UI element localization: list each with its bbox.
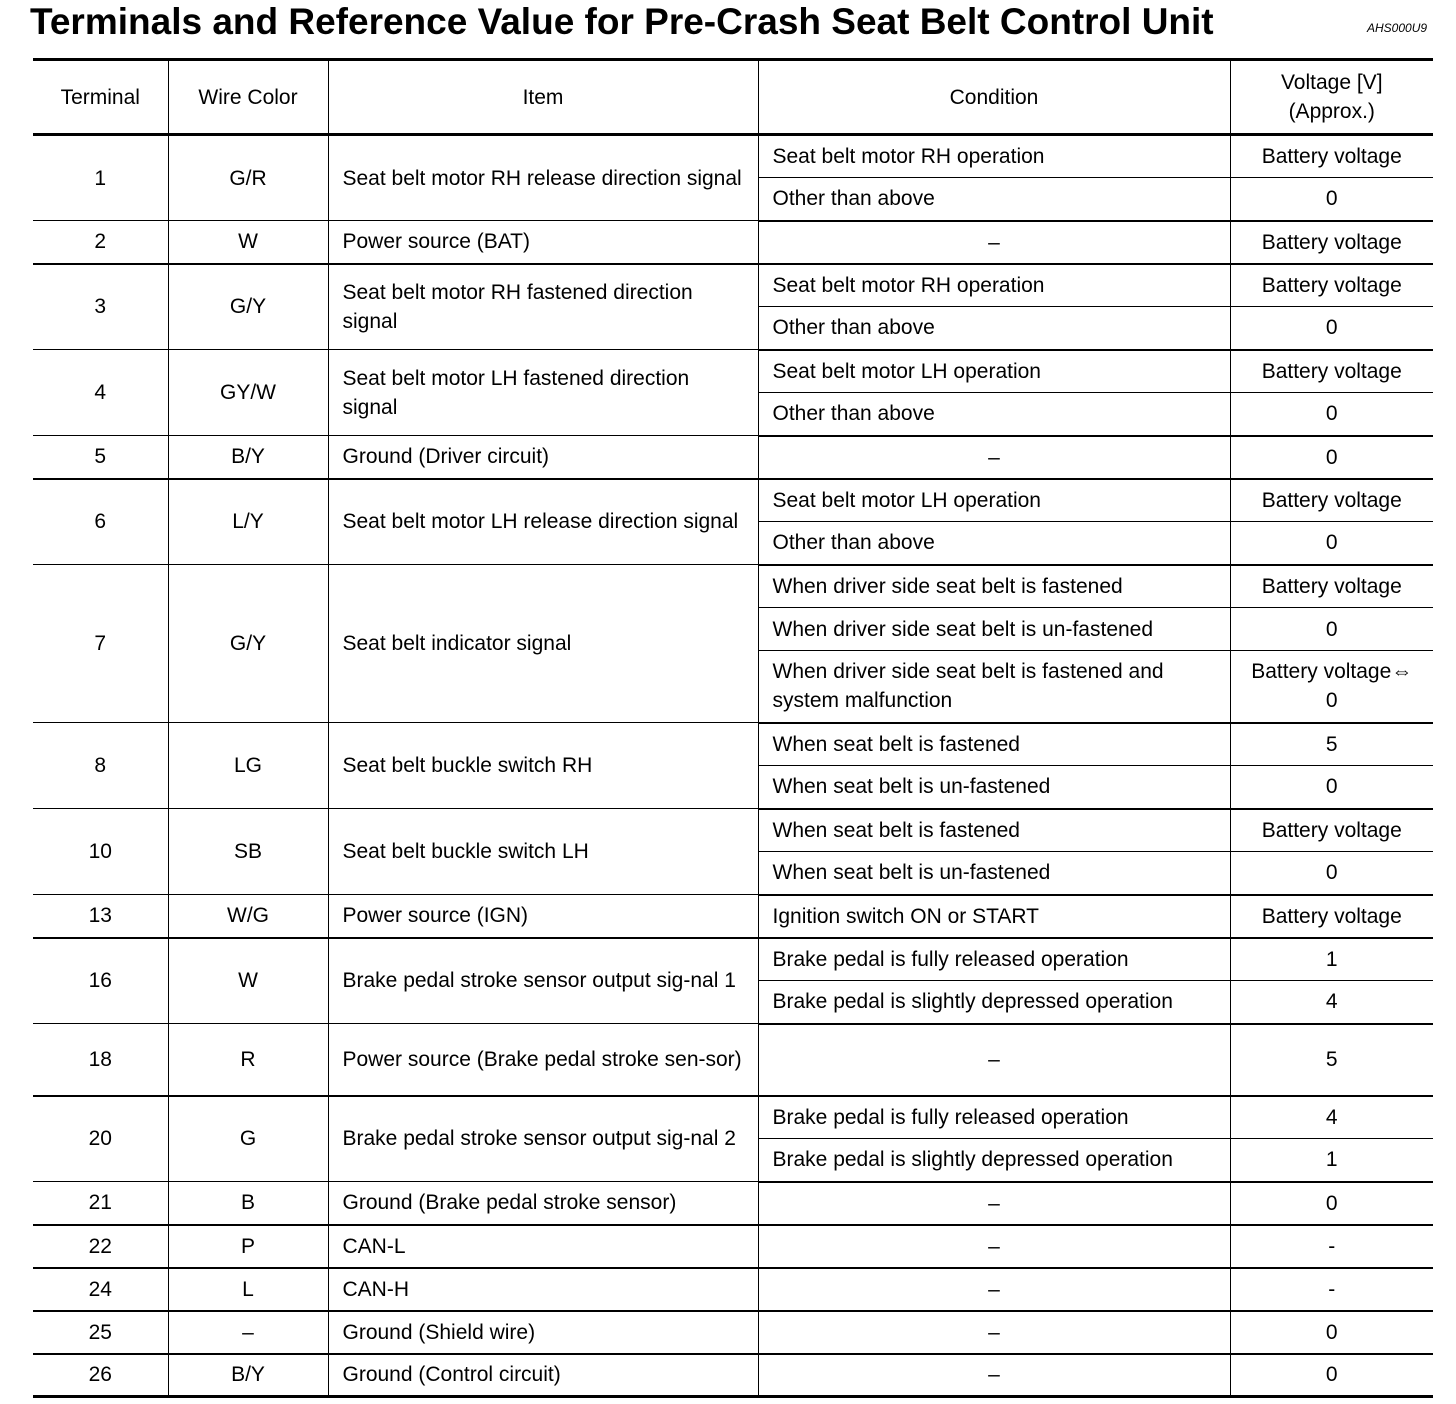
wire-color-cell: G/Y [168, 264, 328, 350]
terminal-cell: 5 [33, 436, 168, 479]
wire-color-cell: GY/W [168, 350, 328, 436]
item-cell: Ground (Brake pedal stroke sensor) [328, 1182, 758, 1225]
condition-cell: – [758, 1225, 1230, 1268]
voltage-cell: Battery voltage [1230, 264, 1433, 307]
voltage-cell: - [1230, 1225, 1433, 1268]
condition-cell: – [758, 1268, 1230, 1311]
terminal-cell: 24 [33, 1268, 168, 1311]
table-row [33, 1225, 1433, 1268]
terminal-cell: 26 [33, 1354, 168, 1397]
item-cell: CAN-L [328, 1225, 758, 1268]
condition-cell: – [758, 1354, 1230, 1397]
wire-color-cell: W/G [168, 895, 328, 938]
wire-color-cell: L/Y [168, 479, 328, 565]
terminal-cell: 18 [33, 1024, 168, 1096]
table-row [33, 1096, 1433, 1139]
voltage-cell: 0 [1230, 393, 1433, 436]
condition-cell: When driver side seat belt is fastened [758, 565, 1230, 608]
voltage-cell: 0 [1230, 766, 1433, 809]
condition-cell: When seat belt is fastened [758, 723, 1230, 766]
table-row [33, 479, 1433, 522]
table-row [33, 1354, 1433, 1397]
condition-cell: Seat belt motor LH operation [758, 350, 1230, 393]
voltage-cell: 1 [1230, 1139, 1433, 1182]
item-cell: Seat belt buckle switch LH [328, 809, 758, 895]
header-condition: Condition [758, 60, 1230, 135]
voltage-cell: Battery voltage [1230, 895, 1433, 938]
table-row [33, 938, 1433, 981]
item-cell: Seat belt motor RH release direction signal [328, 135, 758, 221]
header-terminal: Terminal [33, 60, 168, 135]
condition-cell: Brake pedal is fully released operation [758, 938, 1230, 981]
wire-color-cell: G [168, 1096, 328, 1182]
item-cell: Ground (Shield wire) [328, 1311, 758, 1354]
wire-color-cell: – [168, 1311, 328, 1354]
wire-color-cell: L [168, 1268, 328, 1311]
voltage-cell: 0 [1230, 178, 1433, 221]
terminal-cell: 22 [33, 1225, 168, 1268]
condition-cell: When driver side seat belt is un-fastened [758, 608, 1230, 651]
item-cell: Seat belt motor RH fastened direction signal [328, 264, 758, 350]
terminal-cell: 7 [33, 565, 168, 723]
item-cell: Power source (Brake pedal stroke sen-sor) [328, 1024, 758, 1096]
table-row [33, 350, 1433, 393]
table-body [33, 135, 1433, 1397]
header-voltage-line2: (Approx.) [1288, 100, 1375, 123]
condition-cell: – [758, 1311, 1230, 1354]
item-cell: Brake pedal stroke sensor output sig-nal 2 [328, 1096, 758, 1182]
condition-cell: Brake pedal is fully released operation [758, 1096, 1230, 1139]
voltage-cell: 0 [1230, 852, 1433, 895]
table-row [33, 723, 1433, 766]
voltage-cell: 0 [1230, 307, 1433, 350]
item-cell: Power source (IGN) [328, 895, 758, 938]
voltage-cell: Battery voltage [1230, 221, 1433, 264]
terminal-cell: 10 [33, 809, 168, 895]
voltage-cell: Battery voltage [1230, 350, 1433, 393]
voltage-cell: 1 [1230, 938, 1433, 981]
voltage-cell: Battery voltage [1230, 565, 1433, 608]
item-cell: Seat belt motor LH fastened direction signal [328, 350, 758, 436]
item-cell: Seat belt motor LH release direction signal [328, 479, 758, 565]
voltage-cell: 0 [1230, 1311, 1433, 1354]
terminal-cell: 8 [33, 723, 168, 809]
condition-cell: Other than above [758, 307, 1230, 350]
condition-cell: Other than above [758, 178, 1230, 221]
voltage-cell: 4 [1230, 1096, 1433, 1139]
condition-cell: When seat belt is un-fastened [758, 852, 1230, 895]
table-row [33, 1311, 1433, 1354]
condition-cell: Ignition switch ON or START [758, 895, 1230, 938]
condition-cell: Other than above [758, 393, 1230, 436]
condition-cell: – [758, 436, 1230, 479]
voltage-cell: Battery voltage [1230, 809, 1433, 852]
terminal-cell: 20 [33, 1096, 168, 1182]
header-voltage-line1: Voltage [V] [1280, 71, 1383, 94]
table-row [33, 135, 1433, 178]
header-row [33, 60, 1433, 135]
terminal-cell: 16 [33, 938, 168, 1024]
voltage-cell: 4 [1230, 981, 1433, 1024]
item-cell: CAN-H [328, 1268, 758, 1311]
item-cell: Brake pedal stroke sensor output sig-nal 1 [328, 938, 758, 1024]
wire-color-cell: B [168, 1182, 328, 1225]
voltage-cell: Battery voltage⇔ 0 [1230, 651, 1433, 723]
voltage-cell: 0 [1230, 1354, 1433, 1397]
condition-cell: Seat belt motor LH operation [758, 479, 1230, 522]
condition-cell: – [758, 1182, 1230, 1225]
terminal-cell: 21 [33, 1182, 168, 1225]
voltage-cell: 0 [1230, 608, 1433, 651]
condition-cell: When seat belt is fastened [758, 809, 1230, 852]
voltage-cell: - [1230, 1268, 1433, 1311]
item-cell: Ground (Control circuit) [328, 1354, 758, 1397]
header-item: Item [328, 60, 758, 135]
table-row [33, 436, 1433, 479]
wire-color-cell: P [168, 1225, 328, 1268]
voltage-cell: 0 [1230, 1182, 1433, 1225]
wire-color-cell: B/Y [168, 1354, 328, 1397]
wire-color-cell: SB [168, 809, 328, 895]
terminal-cell: 6 [33, 479, 168, 565]
voltage-cell: 0 [1230, 522, 1433, 565]
condition-cell: When driver side seat belt is fastened and system malfunction [758, 651, 1230, 723]
wire-color-cell: LG [168, 723, 328, 809]
table-row [33, 895, 1433, 938]
wire-color-cell: G/Y [168, 565, 328, 723]
terminal-table [33, 58, 1433, 1398]
table-row [33, 809, 1433, 852]
table-row [33, 264, 1433, 307]
item-cell: Seat belt buckle switch RH [328, 723, 758, 809]
item-cell: Power source (BAT) [328, 221, 758, 264]
table-row [33, 221, 1433, 264]
condition-cell: When seat belt is un-fastened [758, 766, 1230, 809]
table-row [33, 565, 1433, 608]
voltage-cell: Battery voltage [1230, 479, 1433, 522]
wire-color-cell: G/R [168, 135, 328, 221]
terminal-cell: 2 [33, 221, 168, 264]
voltage-cell: 5 [1230, 723, 1433, 766]
condition-cell: Brake pedal is slightly depressed operation [758, 981, 1230, 1024]
wire-color-cell: W [168, 221, 328, 264]
table-row [33, 1182, 1433, 1225]
item-cell: Seat belt indicator signal [328, 565, 758, 723]
voltage-cell: 0 [1230, 436, 1433, 479]
terminal-cell: 13 [33, 895, 168, 938]
condition-cell: – [758, 1024, 1230, 1096]
wire-color-cell: R [168, 1024, 328, 1096]
voltage-cell: 5 [1230, 1024, 1433, 1096]
reference-code: AHS000U9 [1367, 21, 1428, 35]
terminal-cell: 25 [33, 1311, 168, 1354]
header-wire-color: Wire Color [168, 60, 328, 135]
condition-cell: – [758, 221, 1230, 264]
terminal-cell: 1 [33, 135, 168, 221]
voltage-cell: Battery voltage [1230, 135, 1433, 178]
item-cell: Ground (Driver circuit) [328, 436, 758, 479]
condition-cell: Brake pedal is slightly depressed operation [758, 1139, 1230, 1182]
table-row [33, 1024, 1433, 1096]
wire-color-cell: B/Y [168, 436, 328, 479]
condition-cell: Other than above [758, 522, 1230, 565]
header-voltage [1230, 60, 1433, 135]
condition-cell: Seat belt motor RH operation [758, 135, 1230, 178]
wire-color-cell: W [168, 938, 328, 1024]
terminal-cell: 4 [33, 350, 168, 436]
table-row [33, 1268, 1433, 1311]
page-title: Terminals and Reference Value for Pre-Crash Seat Belt Control Unit [30, 1, 1214, 42]
terminal-cell: 3 [33, 264, 168, 350]
condition-cell: Seat belt motor RH operation [758, 264, 1230, 307]
